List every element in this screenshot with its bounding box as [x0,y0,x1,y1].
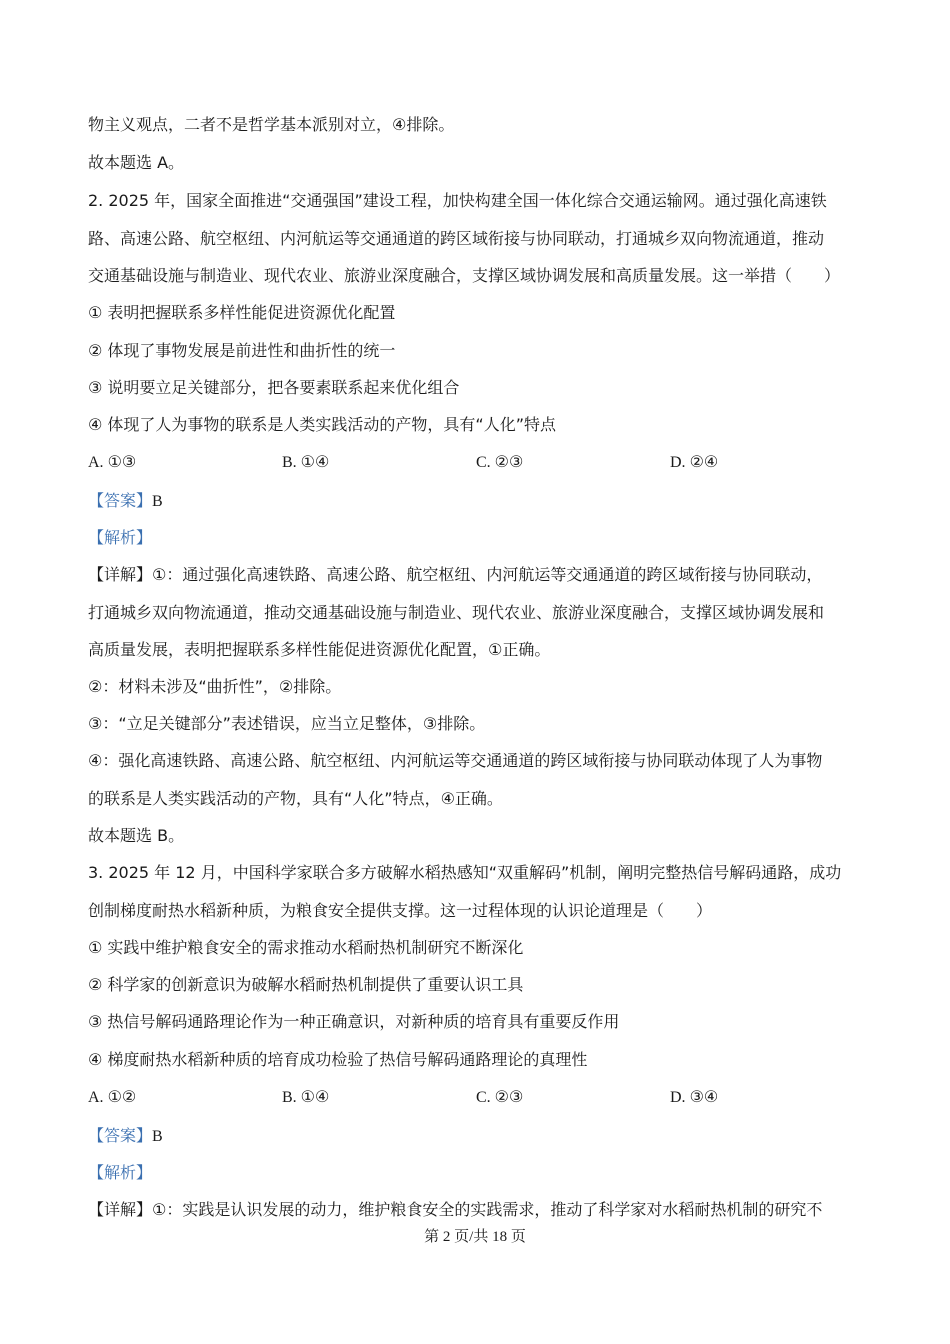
detail-text: ①：实践是认识发展的动力，维护粮食安全的实践需求，推动了科学家对水稻耐热机制的研究不 [152,1200,823,1219]
option-value: ①④ [300,1089,330,1106]
q3-option-d [670,1087,718,1109]
q3-option-a [88,1087,136,1109]
q2-detail-line: ②：材料未涉及“曲折性”，②排除。 [88,677,342,696]
option-label: D. [670,1089,686,1106]
intro-conclusion: 故本题选 A。 [88,153,185,172]
q3-statement: ③ 热信号解码通路理论作为一种正确意识，对新种质的培育具有重要反作用 [88,1012,620,1031]
q2-detail-line: 打通城乡双向物流通道，推动交通基础设施与制造业、现代农业、旅游业深度融合，支撑区域协调发展和 [88,603,825,622]
q2-stem-line: 交通基础设施与制造业、现代农业、旅游业深度融合，支撑区域协调发展和高质量发展。这一举措（ ） [88,266,841,285]
q2-option-d [670,452,718,474]
option-value: ①④ [300,454,330,471]
option-value: ②③ [494,1089,524,1106]
answer-tag: 【答案】 [88,1126,153,1145]
q3-stem-line: 创制梯度耐热水稻新种质，为粮食安全提供支撑。这一过程体现的认识论道理是（ ） [88,901,713,920]
page-footer: 第 2 页/共 18 页 [424,1229,526,1245]
option-value: ①② [107,1089,137,1106]
option-label: C. [476,1089,491,1106]
option-value: ②③ [494,454,524,471]
q3-option-c [476,1087,523,1109]
answer-value: B [152,1128,163,1145]
q2-statement: ① 表明把握联系多样性能促进资源优化配置 [88,303,396,322]
option-label: B. [282,454,297,471]
detail-text: ①：通过强化高速铁路、高速公路、航空枢纽、内河航运等交通通道的跨区域衔接与协同联动， [152,565,823,584]
analysis-tag: 【解析】 [88,528,153,547]
option-label: B. [282,1089,297,1106]
q3-statement: ④ 梯度耐热水稻新种质的培育成功检验了热信号解码通路理论的真理性 [88,1050,588,1069]
q2-conclusion: 故本题选 B。 [88,826,185,845]
q2-detail-line: 高质量发展，表明把握联系多样性能促进资源优化配置，①正确。 [88,640,551,659]
q2-statement: ② 体现了事物发展是前进性和曲折性的统一 [88,341,396,360]
q2-answer [88,490,878,513]
option-value: ①③ [107,454,137,471]
q3-detail-line [88,1199,878,1221]
q2-statement: ③ 说明要立足关键部分，把各要素联系起来优化组合 [88,378,460,397]
q2-stem-line: 2. 2025 年，国家全面推进“交通强国”建设工程，加快构建全国一体化综合交通运输网。通过强化高速铁 [88,191,827,210]
answer-tag: 【答案】 [88,491,153,510]
option-label: D. [670,454,686,471]
q3-analysis [88,1162,878,1184]
q2-option-c [476,452,523,474]
q2-detail-line: 的联系是人类实践活动的产物，具有“人化”特点，④正确。 [88,789,503,808]
q3-options [88,1087,868,1109]
q3-statement: ① 实践中维护粮食安全的需求推动水稻耐热机制研究不断深化 [88,938,524,957]
q2-options [88,452,868,474]
q3-answer [88,1125,878,1148]
analysis-tag: 【解析】 [88,1163,153,1182]
option-label: A. [88,1089,104,1106]
intro-line: 物主义观点，二者不是哲学基本派别对立，④排除。 [88,115,455,134]
option-label: C. [476,454,491,471]
q2-option-a [88,452,136,474]
q2-stem-line: 路、高速公路、航空枢纽、内河航运等交通通道的跨区域衔接与协同联动，打通城乡双向物流通道，推动 [88,229,825,248]
detail-tag: 【详解】 [88,1200,153,1219]
q2-option-b [282,452,329,474]
q2-analysis [88,527,878,549]
q3-option-b [282,1087,329,1109]
q2-detail-line: ④：强化高速铁路、高速公路、航空枢纽、内河航运等交通通道的跨区域衔接与协同联动体现了人为事物 [88,751,823,770]
q2-statement: ④ 体现了人为事物的联系是人类实践活动的产物，具有“人化”特点 [88,415,557,434]
q3-statement: ② 科学家的创新意识为破解水稻耐热机制提供了重要认识工具 [88,975,524,994]
q3-stem-line: 3. 2025 年 12 月，中国科学家联合多方破解水稻热感知“双重解码”机制，阐明完整热信号解码通路，成功 [88,863,842,882]
option-label: A. [88,454,104,471]
option-value: ②④ [689,454,719,471]
detail-tag: 【详解】 [88,565,153,584]
q2-detail-line: ③：“立足关键部分”表述错误，应当立足整体，③排除。 [88,714,486,733]
q2-detail-line [88,564,878,586]
answer-value: B [152,493,163,510]
option-value: ③④ [689,1089,719,1106]
